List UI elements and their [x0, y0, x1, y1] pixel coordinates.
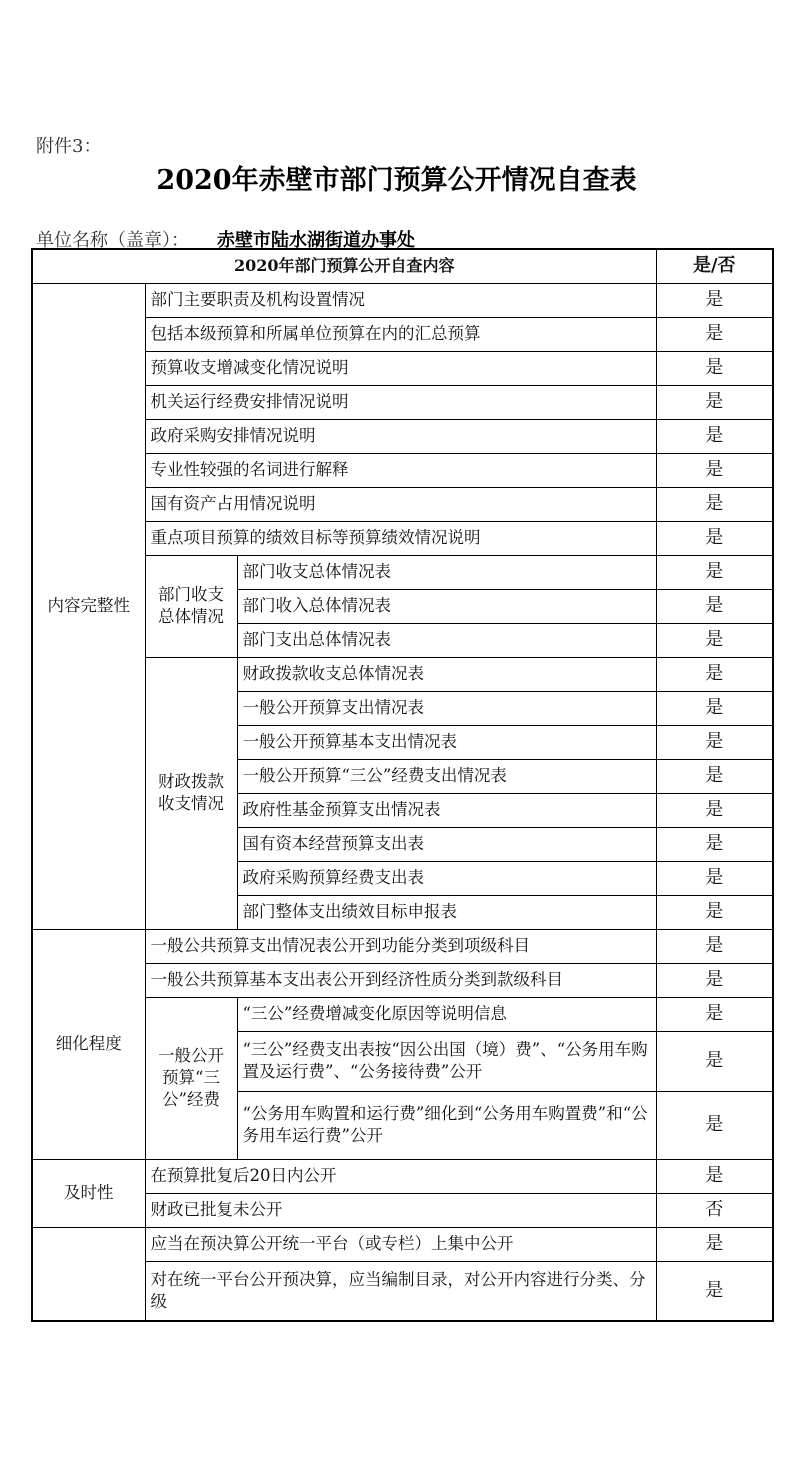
row-item: 一般公共预算支出情况表公开到功能分类到项级科目	[145, 929, 656, 963]
row-value: 是	[656, 895, 773, 929]
subgroup-fiscal: 财政拨款收支情况	[145, 657, 237, 929]
row-value: 是	[656, 385, 773, 419]
row-value: 是	[656, 589, 773, 623]
row-value: 是	[656, 1261, 773, 1321]
row-value: 是	[656, 657, 773, 691]
category-timeliness: 及时性	[32, 1159, 145, 1227]
category-completeness: 内容完整性	[32, 283, 145, 929]
row-item: 专业性较强的名词进行解释	[145, 453, 656, 487]
table-row	[32, 929, 773, 963]
row-item: 一般公开预算支出情况表	[237, 691, 656, 725]
row-item: “三公”经费支出表按“因公出国（境）费”、“公务用车购置及运行费”、“公务接待费”公开	[237, 1031, 656, 1091]
row-item: 在预算批复后20日内公开	[145, 1159, 656, 1193]
row-item: 部门支出总体情况表	[237, 623, 656, 657]
row-value: 是	[656, 521, 773, 555]
category-detail: 细化程度	[32, 929, 145, 1159]
row-item: 政府采购预算经费支出表	[237, 861, 656, 895]
row-value: 是	[656, 419, 773, 453]
row-value: 是	[656, 555, 773, 589]
category-last	[32, 1227, 145, 1321]
row-item: “三公”经费增减变化原因等说明信息	[237, 997, 656, 1031]
table-row	[32, 1159, 773, 1193]
row-value: 是	[656, 1091, 773, 1159]
table-row	[32, 283, 773, 317]
row-value: 是	[656, 725, 773, 759]
row-item: 重点项目预算的绩效目标等预算绩效情况说明	[145, 521, 656, 555]
row-value: 是	[656, 317, 773, 351]
row-item: 对在统一平台公开预决算，应当编制目录，对公开内容进行分类、分级	[145, 1261, 656, 1321]
row-value: 是	[656, 929, 773, 963]
subgroup-dept-summary: 部门收支总体情况	[145, 555, 237, 657]
table-row	[32, 1227, 773, 1261]
page-title: 2020年赤壁市部门预算公开情况自查表	[156, 165, 637, 196]
row-item: 一般公开预算“三公”经费支出情况表	[237, 759, 656, 793]
row-item: 部门主要职责及机构设置情况	[145, 283, 656, 317]
row-value: 是	[656, 487, 773, 521]
row-item: 国有资本经营预算支出表	[237, 827, 656, 861]
row-value: 是	[656, 691, 773, 725]
row-value: 否	[656, 1193, 773, 1227]
subgroup-three-public: 一般公开预算“三公”经费	[145, 997, 237, 1159]
row-item: 部门收支总体情况表	[237, 555, 656, 589]
row-value: 是	[656, 1159, 773, 1193]
row-value: 是	[656, 1227, 773, 1261]
row-value: 是	[656, 1031, 773, 1091]
header-yes-no: 是/否	[656, 249, 773, 283]
self-check-table	[31, 248, 774, 1322]
row-item: 部门整体支出绩效目标申报表	[237, 895, 656, 929]
row-item: 应当在预决算公开统一平台（或专栏）上集中公开	[145, 1227, 656, 1261]
row-item: 政府性基金预算支出情况表	[237, 793, 656, 827]
row-item: 财政拨款收支总体情况表	[237, 657, 656, 691]
row-item: 政府采购安排情况说明	[145, 419, 656, 453]
row-item: 包括本级预算和所属单位预算在内的汇总预算	[145, 317, 656, 351]
row-item: 一般公开预算基本支出情况表	[237, 725, 656, 759]
row-value: 是	[656, 283, 773, 317]
row-item: 部门收入总体情况表	[237, 589, 656, 623]
row-value: 是	[656, 453, 773, 487]
row-value: 是	[656, 861, 773, 895]
row-item: “公务用车购置和运行费”细化到“公务用车购置费”和“公务用车运行费”公开	[237, 1091, 656, 1159]
row-value: 是	[656, 997, 773, 1031]
unit-label: 单位名称（盖章）：	[36, 230, 189, 251]
row-value: 是	[656, 963, 773, 997]
header-content: 2020年部门预算公开自查内容	[32, 249, 656, 283]
table-header-row	[32, 249, 773, 283]
row-value: 是	[656, 759, 773, 793]
row-value: 是	[656, 623, 773, 657]
unit-value: 赤壁市陆水湖街道办事处	[217, 230, 415, 251]
row-value: 是	[656, 351, 773, 385]
row-item: 国有资产占用情况说明	[145, 487, 656, 521]
row-item: 财政已批复未公开	[145, 1193, 656, 1227]
row-value: 是	[656, 793, 773, 827]
row-value: 是	[656, 827, 773, 861]
row-item: 机关运行经费安排情况说明	[145, 385, 656, 419]
attachment-label: 附件3：	[36, 136, 102, 157]
row-item: 一般公共预算基本支出表公开到经济性质分类到款级科目	[145, 963, 656, 997]
row-item: 预算收支增减变化情况说明	[145, 351, 656, 385]
